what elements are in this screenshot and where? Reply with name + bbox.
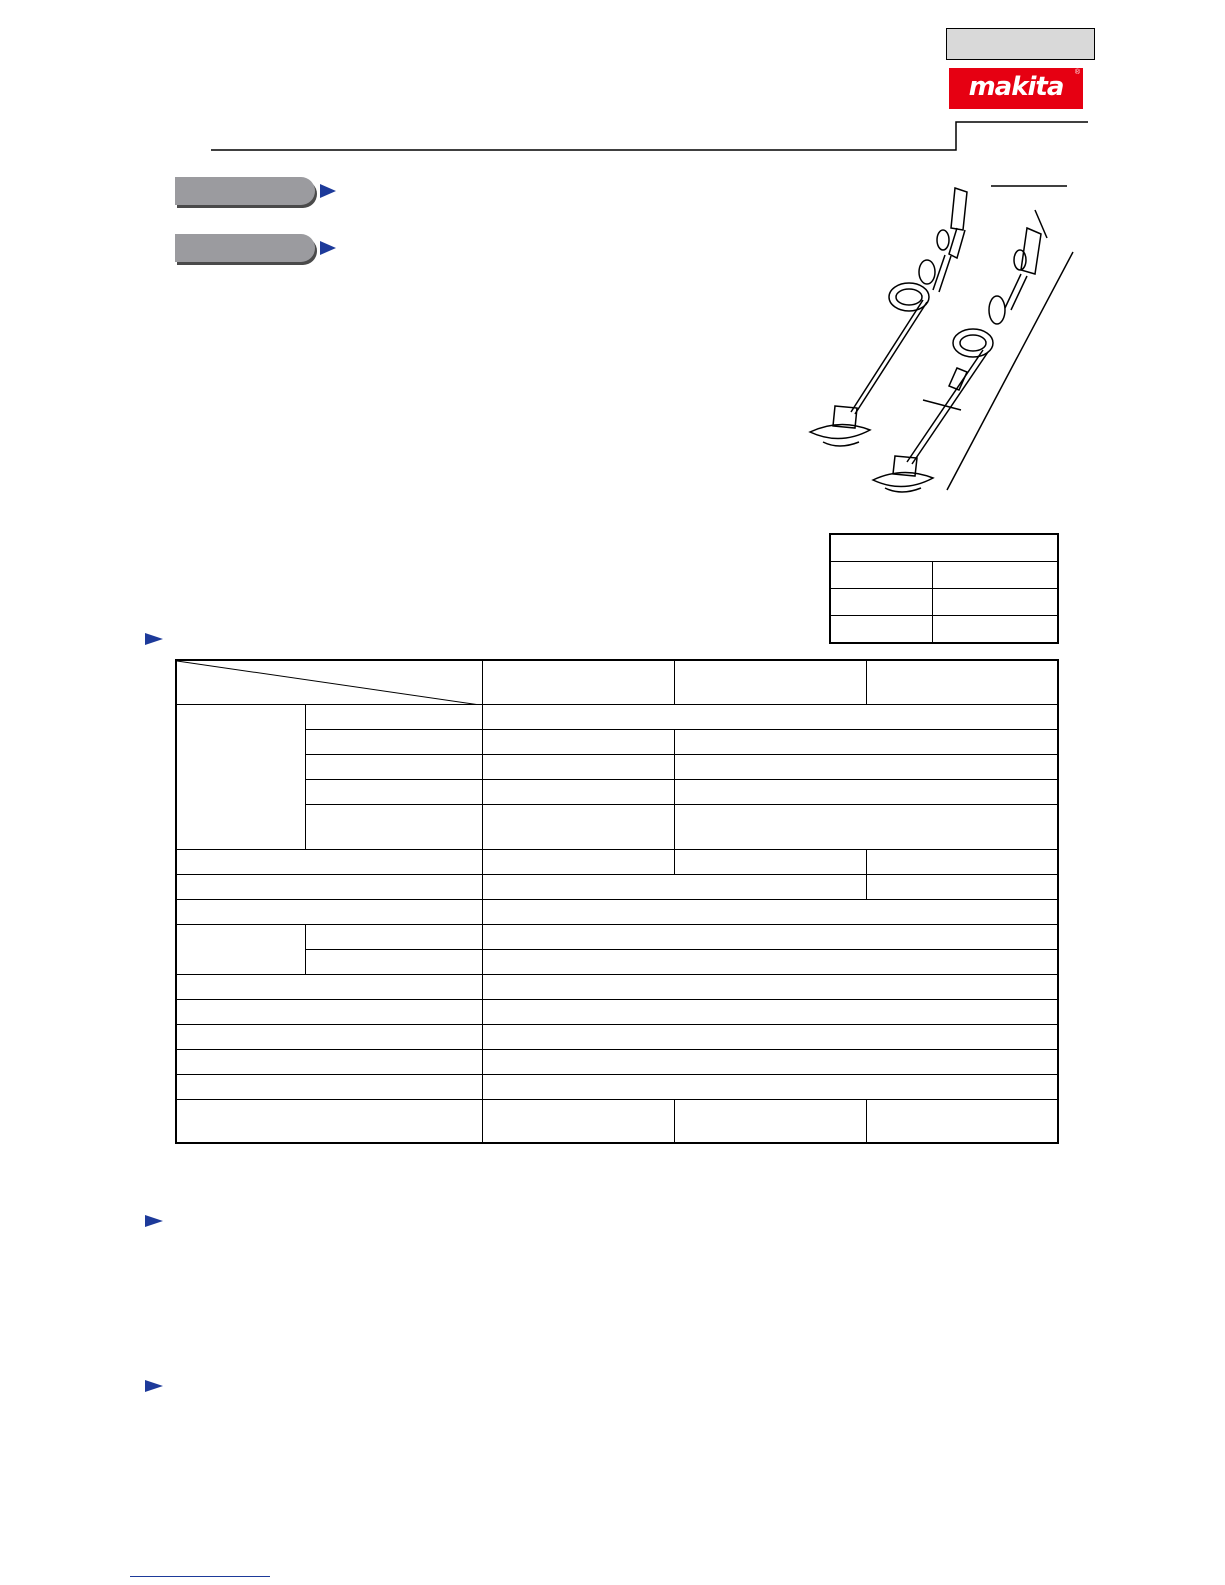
spec-value bbox=[482, 704, 1058, 729]
spec-label bbox=[305, 729, 482, 754]
spec-value bbox=[482, 804, 674, 849]
model-header-cell bbox=[482, 660, 674, 704]
spec-label bbox=[176, 849, 482, 874]
footer-link-underline[interactable] bbox=[130, 1576, 270, 1577]
spec-value bbox=[482, 924, 1058, 949]
spec-value bbox=[482, 949, 1058, 974]
spec-label bbox=[176, 1099, 482, 1143]
spec-label bbox=[305, 704, 482, 729]
spec-value bbox=[482, 754, 674, 779]
specification-table bbox=[175, 659, 1059, 1144]
spec-value bbox=[482, 849, 674, 874]
reference-cell bbox=[830, 562, 933, 589]
spec-label bbox=[176, 1049, 482, 1074]
spec-label bbox=[305, 779, 482, 804]
reference-cell bbox=[830, 616, 933, 644]
header-rule bbox=[210, 118, 1090, 152]
registered-mark: ® bbox=[1074, 69, 1080, 76]
spec-value bbox=[482, 974, 1058, 999]
spec-value bbox=[482, 729, 674, 754]
spec-label bbox=[305, 949, 482, 974]
section-pill-1 bbox=[175, 177, 315, 205]
spec-label bbox=[176, 1024, 482, 1049]
spec-label bbox=[176, 999, 482, 1024]
reference-table bbox=[829, 533, 1059, 644]
spec-label bbox=[176, 899, 482, 924]
spec-value bbox=[482, 999, 1058, 1024]
makita-logo bbox=[949, 68, 1083, 109]
spec-value bbox=[482, 1074, 1058, 1099]
spec-value bbox=[675, 779, 1058, 804]
spec-group-label bbox=[176, 924, 305, 974]
spec-value bbox=[867, 849, 1058, 874]
model-number-box bbox=[946, 28, 1095, 60]
reference-table-header bbox=[830, 534, 1058, 562]
spec-value bbox=[675, 849, 867, 874]
reference-cell bbox=[830, 589, 933, 616]
spec-value bbox=[867, 1099, 1058, 1143]
spec-label bbox=[176, 974, 482, 999]
spec-label bbox=[305, 924, 482, 949]
arrow-icon bbox=[320, 184, 336, 198]
spec-value bbox=[482, 1024, 1058, 1049]
arrow-icon bbox=[320, 241, 336, 255]
reference-cell bbox=[933, 616, 1059, 644]
spec-label bbox=[176, 1074, 482, 1099]
table-corner-cell bbox=[176, 660, 482, 704]
trimmer-illustration bbox=[805, 180, 1090, 510]
spec-value bbox=[482, 874, 866, 899]
spec-value bbox=[675, 1099, 867, 1143]
arrow-icon bbox=[145, 1215, 163, 1227]
spec-value bbox=[482, 779, 674, 804]
logo-wordmark: makita bbox=[968, 72, 1064, 102]
spec-value bbox=[675, 729, 1058, 754]
spec-value bbox=[482, 1099, 674, 1143]
spec-value bbox=[482, 1049, 1058, 1074]
arrow-icon bbox=[145, 633, 163, 645]
spec-group-label bbox=[176, 704, 305, 849]
reference-cell bbox=[933, 562, 1059, 589]
diagonal-line bbox=[177, 661, 480, 705]
spec-label bbox=[305, 754, 482, 779]
arrow-icon bbox=[145, 1380, 163, 1392]
section-pill-2 bbox=[175, 234, 315, 262]
model-header-cell bbox=[867, 660, 1058, 704]
spec-value bbox=[482, 899, 1058, 924]
spec-value bbox=[675, 754, 1058, 779]
spec-value bbox=[867, 874, 1058, 899]
model-header-cell bbox=[675, 660, 867, 704]
spec-value bbox=[675, 804, 1058, 849]
spec-label bbox=[305, 804, 482, 849]
reference-cell bbox=[933, 589, 1059, 616]
spec-label bbox=[176, 874, 482, 899]
